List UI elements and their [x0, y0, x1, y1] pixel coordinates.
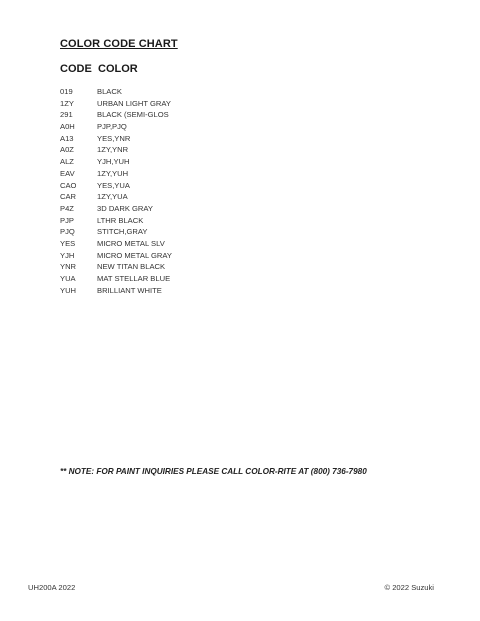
row-color: PJP,PJQ: [97, 122, 127, 132]
row-color: YJH,YUH: [97, 157, 130, 167]
column-header-code: CODE: [60, 63, 92, 75]
row-color: MICRO METAL GRAY: [97, 250, 172, 260]
column-header-color: COLOR: [98, 63, 138, 75]
table-row: [60, 144, 360, 156]
row-color: URBAN LIGHT GRAY: [97, 98, 171, 108]
row-code: 1ZY: [60, 98, 74, 108]
row-color: YES,YUA: [97, 180, 130, 190]
row-code: YUA: [60, 274, 76, 283]
table-row: [60, 203, 360, 215]
table-row: [60, 215, 360, 227]
row-code: YNR: [60, 262, 77, 272]
row-color: 3D DARK GRAY: [97, 203, 153, 213]
row-code: P4Z: [60, 203, 74, 213]
row-color: BLACK (SEMI-GLOS: [97, 110, 169, 120]
table-row: [60, 156, 360, 168]
table-row: [60, 98, 360, 110]
table-row: [60, 168, 360, 180]
row-color: YES,YNR: [97, 133, 131, 143]
row-code: A0H: [60, 122, 75, 132]
row-color: STITCH,GRAY: [97, 227, 148, 237]
table-row: [60, 238, 360, 250]
table-row: [60, 250, 360, 262]
row-code: 291: [60, 110, 73, 120]
row-color: MAT STELLAR BLUE: [97, 274, 171, 283]
row-color: MICRO METAL SLV: [97, 238, 165, 248]
row-color: 1ZY,YUA: [97, 192, 128, 202]
table-row: [60, 86, 360, 98]
color-code-table: [60, 86, 360, 296]
row-code: PJQ: [60, 227, 75, 237]
row-code: YJH: [60, 250, 75, 260]
row-code: CAO: [60, 180, 77, 190]
footer-document-id: UH200A 2022: [28, 583, 76, 592]
table-row: [60, 226, 360, 238]
row-code: PJP: [60, 215, 74, 225]
row-color: 1ZY,YUH: [97, 168, 129, 178]
row-color: 1ZY,YNR: [97, 145, 129, 155]
table-row: [60, 109, 360, 121]
table-row: [60, 191, 360, 203]
row-code: A0Z: [60, 145, 74, 155]
table-row: [60, 285, 360, 297]
row-color: LTHR BLACK: [97, 215, 144, 225]
footer-copyright: © 2022 Suzuki: [384, 583, 434, 592]
row-code: A13: [60, 133, 74, 143]
table-row: [60, 261, 360, 273]
row-code: 019: [60, 87, 73, 96]
paint-inquiry-note: ** NOTE: FOR PAINT INQUIRIES PLEASE CALL COLOR-RITE AT (800) 736-7980: [60, 467, 367, 476]
row-color: NEW TITAN BLACK: [97, 262, 166, 272]
table-row: [60, 121, 360, 133]
row-code: YES: [60, 238, 76, 248]
row-code: EAV: [60, 168, 75, 178]
table-row: [60, 180, 360, 192]
row-color: BRILLIANT WHITE: [97, 285, 162, 295]
table-row: [60, 273, 360, 285]
table-row: [60, 133, 360, 145]
page-title: COLOR CODE CHART: [60, 38, 178, 50]
row-code: ALZ: [60, 157, 74, 167]
row-code: CAR: [60, 192, 77, 202]
row-color: BLACK: [97, 87, 122, 96]
row-code: YUH: [60, 285, 77, 295]
